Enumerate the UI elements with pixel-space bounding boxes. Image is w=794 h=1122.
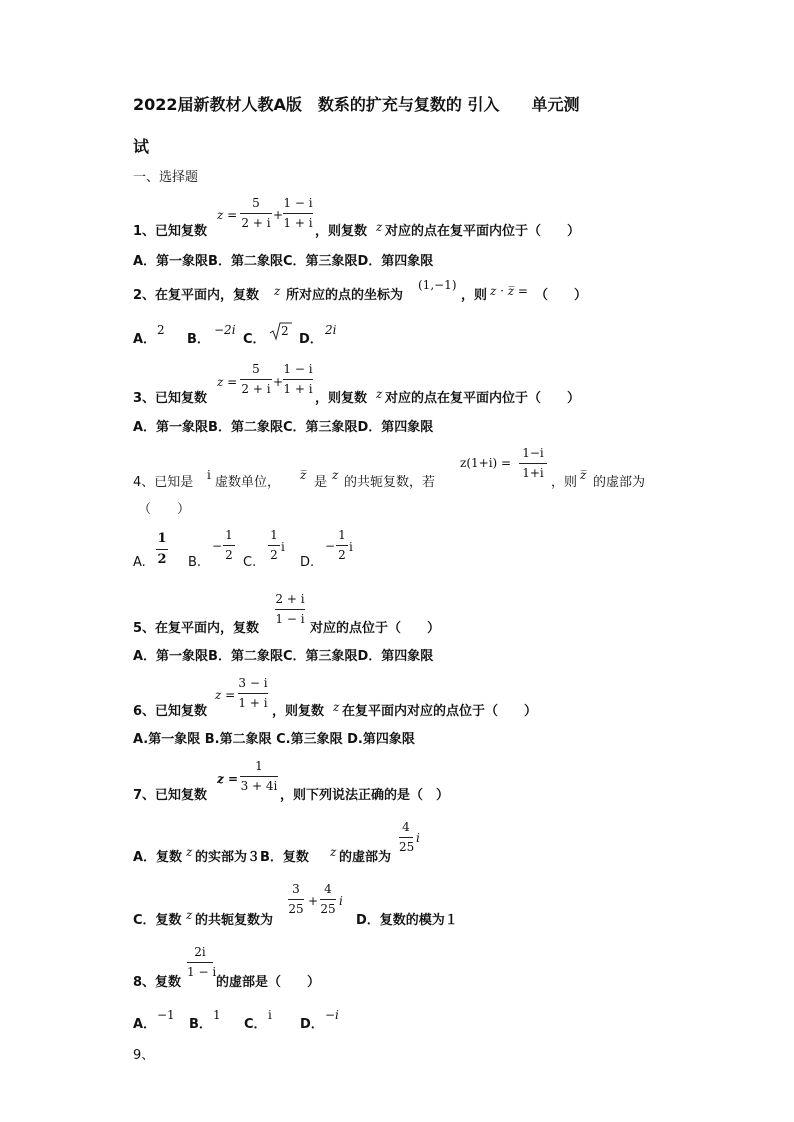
q7-option-c-fraction-2: 4 25	[320, 882, 336, 916]
q3-fraction-2: 1 − i 1 + i	[283, 362, 313, 396]
q1-options: A．第一象限B．第二象限C．第三象限D．第四象限	[133, 254, 434, 269]
q5-suffix: 对应的点位于（ ）	[310, 621, 441, 636]
q4-lhs: z(1+i) =	[460, 456, 512, 470]
q1-z: z	[376, 220, 383, 234]
q2-option-d-label: D．	[299, 332, 323, 347]
q7-z-eq: z =	[217, 772, 239, 786]
q7-option-c-text-2: 的共轭复数为	[195, 913, 274, 928]
q8-option-c-value: i	[268, 1008, 272, 1022]
q4-option-c-i: i	[281, 540, 285, 554]
q4-option-d-fraction: 1 2	[336, 528, 348, 568]
q8-option-d-value: −i	[325, 1008, 339, 1022]
q8-option-c-label: C．	[244, 1017, 267, 1032]
q2-mid: 所对应的点的坐标为	[286, 288, 404, 303]
section-heading: 一、选择题	[133, 170, 199, 185]
q1-suffix-b: 对应的点在复平面内位于（ ）	[385, 224, 581, 239]
q7-option-b-text: 的虚部为	[339, 850, 392, 865]
q3-options: A．第一象限B．第二象限C．第三象限D．第四象限	[133, 420, 434, 435]
doc-title-line1: 2022届新教材人教A版 数系的扩充与复数的 引入 单元测	[133, 95, 580, 114]
q4-text-1: 虚数单位，	[215, 475, 281, 490]
question-9: 9、	[133, 1048, 155, 1063]
q3-z-eq: z =	[217, 375, 238, 389]
q3-fraction-1: 5 2 + i	[241, 362, 271, 396]
q2-option-b-label: B．	[187, 332, 210, 347]
q6-suffix-b: 在复平面内对应的点位于（ ）	[342, 704, 538, 719]
q8-option-a-value: −1	[157, 1008, 175, 1022]
doc-title-line2: 试	[133, 137, 150, 156]
q6-z: z	[333, 700, 340, 714]
q6-prefix: 6、已知复数	[133, 704, 208, 719]
q4-text-3: 的共轭复数，若	[344, 475, 436, 490]
q2-option-b-value: −2i	[214, 323, 236, 337]
q7-option-c-i: i	[339, 894, 343, 908]
q7-option-b-z: z	[330, 845, 337, 859]
q7-option-c-text-1: C．复数	[133, 913, 182, 928]
q8-option-a-label: A．	[133, 1017, 157, 1032]
q7-option-c-z: z	[186, 908, 193, 922]
q3-plus: +	[273, 375, 284, 389]
q7-prefix: 7、已知复数	[133, 788, 208, 803]
q2-coordinates: (1,−1)	[418, 278, 457, 292]
q4-text-4: ，则	[551, 475, 578, 490]
q1-z-eq: z =	[217, 208, 238, 222]
q7-suffix: ，则下列说法正确的是（ ）	[280, 788, 450, 803]
q3-prefix: 3、已知复数	[133, 391, 208, 406]
q7-option-d: D．复数的模为１	[356, 913, 458, 928]
q4-fraction: 1−i 1+i	[519, 446, 547, 486]
q4-option-d-i: i	[349, 540, 353, 554]
q7-option-b-i: i	[416, 831, 420, 845]
q7-option-a-z: z	[186, 845, 193, 859]
q4-option-a-label: A.	[133, 555, 146, 570]
q8-option-d-label: D．	[300, 1017, 324, 1032]
q1-plus: +	[273, 208, 284, 222]
q3-suffix-a: ，则复数	[315, 391, 368, 406]
q3-z: z	[376, 387, 383, 401]
q8-option-b-value: 1	[213, 1008, 221, 1022]
q2-option-a-label: A．	[133, 332, 157, 347]
q8-fraction: 2i 1 − i	[187, 945, 217, 979]
q4-zbar-2: z̅	[580, 468, 587, 482]
q1-suffix-a: ，则复数	[315, 224, 368, 239]
q1-prefix: 1、已知复数	[133, 224, 208, 239]
q7-fraction: 1 3 + 4i	[240, 759, 278, 793]
q2-option-d-value: 2i	[325, 323, 337, 337]
q4-text-5: 的虚部为	[593, 475, 646, 490]
q8-suffix: 的虚部是（ ）	[216, 975, 321, 990]
q4-option-b-label: B.	[188, 555, 202, 570]
q4-paren: （ ）	[138, 502, 191, 517]
q4-option-b-fraction: 1 2	[223, 528, 235, 568]
q6-options: A.第一象限 B.第二象限 C.第三象限 D.第四象限	[133, 732, 415, 747]
q7-option-a-text-2: 的实部为３B．复数	[195, 850, 309, 865]
q4-option-c-label: C.	[243, 555, 257, 570]
q7-option-a-text-1: A．复数	[133, 850, 183, 865]
q4-option-a-fraction: 1 2	[157, 531, 167, 567]
q6-fraction: 3 − i 1 + i	[238, 676, 268, 710]
q2-expression: z · z̅ =	[490, 284, 528, 298]
q2-option-a-value: 2	[157, 323, 165, 337]
q5-options: A．第一象限B．第二象限C．第三象限D．第四象限	[133, 649, 434, 664]
q1-fraction-1: 5 2 + i	[241, 196, 271, 230]
q7-option-c-plus: +	[308, 894, 319, 908]
q1-fraction-2: 1 − i 1 + i	[283, 196, 313, 230]
q2-option-c-label: C．	[243, 332, 266, 347]
q4-i: i	[207, 468, 211, 482]
q2-paren: （ ）	[535, 288, 588, 303]
q4-text-2: 是	[314, 475, 328, 490]
q4-z: z	[332, 468, 339, 482]
q4-option-b-sign: −	[212, 539, 223, 553]
q8-prefix: 8、复数	[133, 975, 182, 990]
q5-fraction: 2 + i 1 − i	[275, 592, 305, 626]
q4-option-d-label: D.	[300, 555, 315, 570]
q4-prefix: 4、已知是	[133, 475, 194, 490]
q2-z: z	[274, 284, 281, 298]
q6-z-eq: z =	[215, 688, 236, 702]
q7-option-c-fraction-1: 3 25	[288, 882, 304, 916]
q4-option-d-sign: −	[325, 539, 336, 553]
q3-suffix-b: 对应的点在复平面内位于（ ）	[385, 391, 581, 406]
q7-option-b-fraction: 4 25	[399, 820, 415, 854]
q2-prefix: 2、在复平面内，复数	[133, 288, 260, 303]
q6-suffix-a: ，则复数	[272, 704, 325, 719]
q4-option-c-fraction: 1 2	[268, 528, 280, 568]
q8-option-b-label: B．	[189, 1017, 212, 1032]
q4-zbar: z̅	[300, 468, 307, 482]
q5-prefix: 5、在复平面内，复数	[133, 621, 260, 636]
q2-then: ，则	[461, 288, 488, 303]
